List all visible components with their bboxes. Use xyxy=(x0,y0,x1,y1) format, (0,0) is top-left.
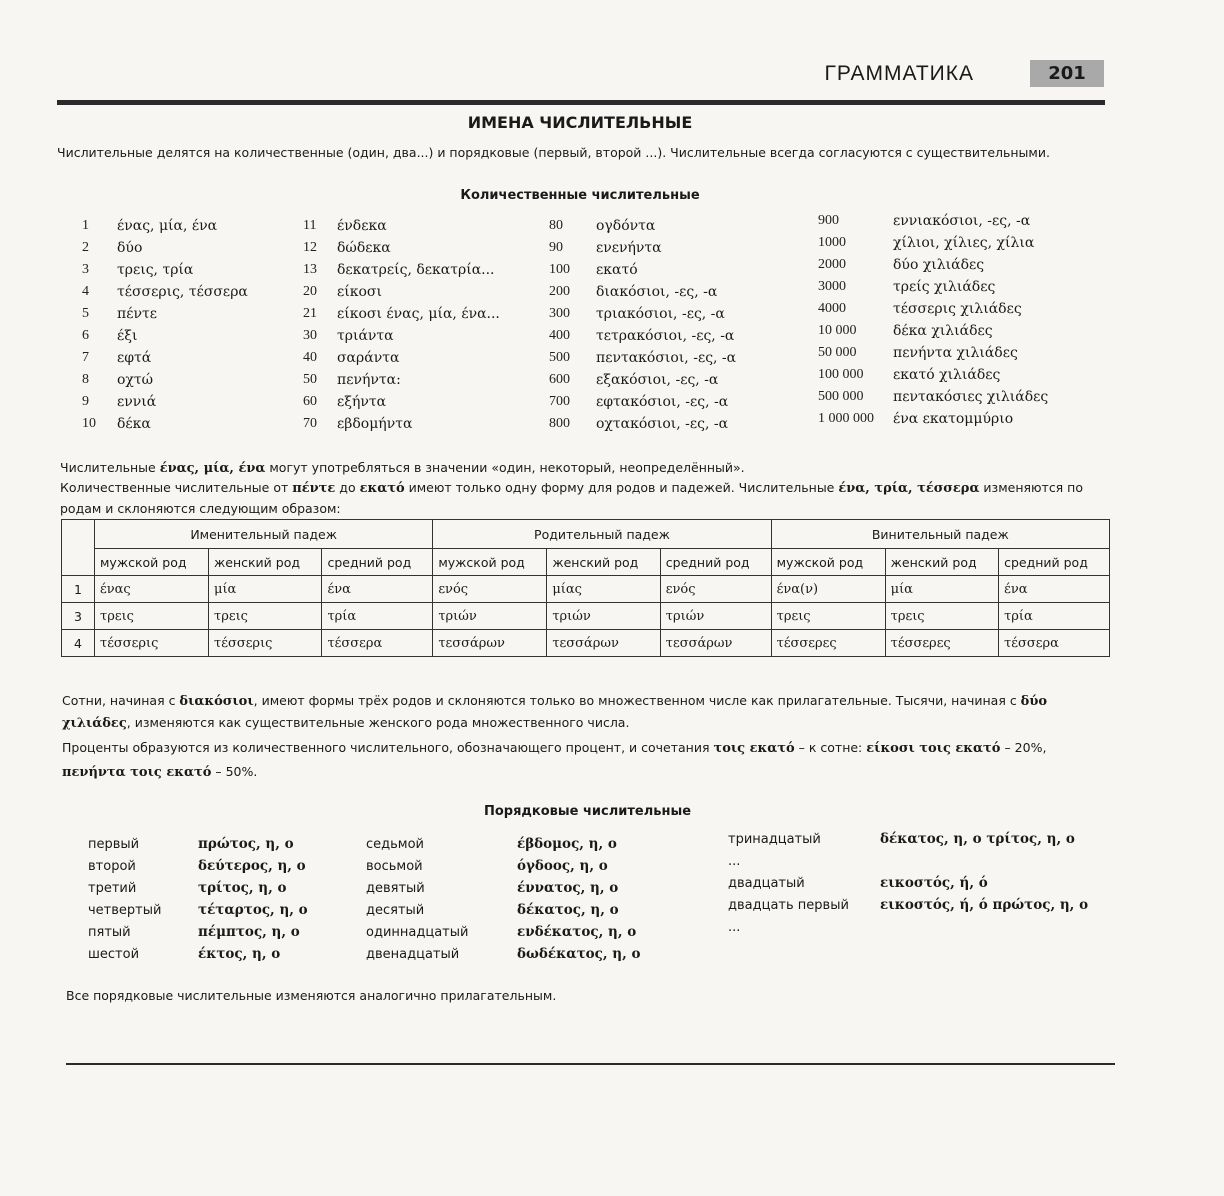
cardinal-row xyxy=(303,215,500,237)
ordinal-russian: девятый xyxy=(366,880,425,896)
cardinal-column-3 xyxy=(549,215,736,435)
cardinal-word: είκοσι ένας, μία, ένα... xyxy=(337,306,500,322)
cardinal-word: πενήντα χιλιάδες xyxy=(893,345,1018,361)
cardinal-number: 70 xyxy=(303,416,317,431)
cardinal-number: 100 xyxy=(549,262,570,277)
cardinal-number: 300 xyxy=(549,306,570,321)
table-cell: ένα xyxy=(322,576,433,603)
cardinal-number: 2000 xyxy=(818,257,846,272)
text-run: – 20%, xyxy=(1000,740,1047,755)
cardinal-row xyxy=(818,320,1048,342)
cardinal-number: 12 xyxy=(303,240,317,255)
ordinal-column-3 xyxy=(728,828,1088,938)
table-cell: ένα(ν) xyxy=(771,576,885,603)
ordinal-row xyxy=(366,877,641,899)
cardinal-word: εκατό χιλιάδες xyxy=(893,367,1001,383)
cardinal-number: 5 xyxy=(82,306,89,321)
cardinal-word: σαράντα xyxy=(337,350,400,366)
ordinal-row xyxy=(88,877,308,899)
cardinal-word: δέκα χιλιάδες xyxy=(893,323,993,339)
paragraph-percent xyxy=(62,736,1107,784)
table-header-row xyxy=(62,520,1110,549)
table-row xyxy=(62,576,1110,603)
cardinal-word: τριακόσιοι, -ες, -α xyxy=(596,306,725,322)
cardinal-row xyxy=(303,325,500,347)
table-cell: ένας xyxy=(95,576,209,603)
cardinal-row xyxy=(82,303,248,325)
cardinal-row xyxy=(549,325,736,347)
cardinal-word: είκοσι xyxy=(337,284,382,300)
case-header: Родительный падеж xyxy=(433,520,771,549)
cardinal-row xyxy=(82,237,248,259)
cardinal-word: χίλιοι, χίλιες, χίλια xyxy=(893,235,1035,251)
ordinal-russian: одиннадцатый xyxy=(366,924,469,940)
table-corner xyxy=(62,520,95,576)
cardinal-row xyxy=(549,237,736,259)
cardinal-number: 13 xyxy=(303,262,317,277)
table-cell: τέσσερα xyxy=(999,630,1110,657)
ordinal-russian: десятый xyxy=(366,902,425,918)
cardinal-number: 10 000 xyxy=(818,323,857,338)
ordinal-russian: пятый xyxy=(88,924,131,940)
cardinal-number: 800 xyxy=(549,416,570,431)
ordinal-greek: εικοστός, ή, ό xyxy=(880,875,988,891)
cardinal-row xyxy=(818,364,1048,386)
cardinal-number: 11 xyxy=(303,218,317,233)
cardinal-column-1 xyxy=(82,215,248,435)
page-title: ИМЕНА ЧИСЛИТЕЛЬНЫЕ xyxy=(467,113,693,132)
ordinal-row xyxy=(728,916,1088,938)
cardinal-number: 60 xyxy=(303,394,317,409)
cardinal-word: εξήντα xyxy=(337,394,387,410)
table-row xyxy=(62,603,1110,630)
gender-header: женский род xyxy=(885,549,998,576)
cardinal-word: τρείς χιλιάδες xyxy=(893,279,996,295)
row-index: 1 xyxy=(62,576,95,603)
cardinal-number: 600 xyxy=(549,372,570,387)
greek-term: πέντε xyxy=(292,481,336,496)
cardinal-number: 500 xyxy=(549,350,570,365)
cardinal-word: τρεις, τρία xyxy=(117,262,194,278)
cardinal-word: δεκατρείς, δεκατρία... xyxy=(337,262,495,278)
cardinal-word: ενενήντα xyxy=(596,240,662,256)
footer-note: Все порядковые числительные изменяются аналогично прилагательным. xyxy=(66,988,557,1003)
cardinal-row xyxy=(818,254,1048,276)
ordinal-row xyxy=(88,921,308,943)
ordinal-row xyxy=(366,833,641,855)
cardinal-number: 1 xyxy=(82,218,89,233)
cardinal-row xyxy=(818,232,1048,254)
cardinal-number: 100 000 xyxy=(818,367,864,382)
gender-header: средний род xyxy=(660,549,771,576)
table-cell: τέσσερις xyxy=(95,630,209,657)
cardinal-word: δύο χιλιάδες xyxy=(893,257,985,273)
cardinal-word: δύο xyxy=(117,240,143,256)
table-cell: τέσσερα xyxy=(322,630,433,657)
text-run: Количественные числительные от xyxy=(60,480,293,495)
case-header: Винительный падеж xyxy=(771,520,1109,549)
ordinal-greek: εικοστός, ή, ό πρώτος, η, ο xyxy=(880,897,1089,913)
cardinal-row xyxy=(82,281,248,303)
table-cell: τριών xyxy=(547,603,660,630)
gender-header: мужской род xyxy=(433,549,547,576)
ordinal-row xyxy=(366,921,641,943)
cardinal-word: πενήντα: xyxy=(337,372,401,388)
cardinal-row xyxy=(303,391,500,413)
greek-term: ένα, τρία, τέσσερα xyxy=(838,481,980,496)
cardinal-column-2 xyxy=(303,215,500,435)
intro-paragraph: Числительные делятся на количественные (один, два...) и порядковые (первый, второй ...). Числительные всегда согласуются с существительными. xyxy=(57,145,1050,160)
ordinal-column-1 xyxy=(88,833,308,965)
ordinal-russian: седьмой xyxy=(366,836,425,852)
cardinal-row xyxy=(549,303,736,325)
cardinal-number: 50 xyxy=(303,372,317,387)
ordinal-greek: έννατος, η, ο xyxy=(517,880,619,896)
cardinal-number: 10 xyxy=(82,416,96,431)
gender-header: мужской род xyxy=(771,549,885,576)
text-run: – 50%. xyxy=(211,764,258,779)
table-cell: τέσσερες xyxy=(885,630,998,657)
paragraph-hundreds xyxy=(62,690,1107,734)
cardinal-row xyxy=(549,215,736,237)
cardinal-number: 6 xyxy=(82,328,89,343)
declension-table xyxy=(61,519,1110,657)
gender-header: средний род xyxy=(322,549,433,576)
ordinal-russian: четвертый xyxy=(88,902,162,918)
cardinal-word: πέντε xyxy=(117,306,157,322)
greek-term: ένας, μία, ένα xyxy=(159,461,266,476)
cardinal-word: τριάντα xyxy=(337,328,394,344)
page-header xyxy=(0,0,1224,110)
ordinal-greek: δέκατος, η, ο τρίτος, η, ο xyxy=(880,831,1075,847)
cardinal-word: εβδομήντα xyxy=(337,416,413,432)
running-title: ГРАММАТИКА xyxy=(824,62,974,85)
cardinal-word: δέκα xyxy=(117,416,151,432)
ordinal-greek: ενδέκατος, η, ο xyxy=(517,924,637,940)
cardinal-row xyxy=(303,413,500,435)
cardinal-row xyxy=(82,347,248,369)
cardinal-number: 21 xyxy=(303,306,317,321)
ordinal-row xyxy=(88,899,308,921)
ordinal-column-2 xyxy=(366,833,641,965)
cardinal-number: 9 xyxy=(82,394,89,409)
ordinal-ellipsis: ... xyxy=(728,853,741,869)
text-run: Числительные xyxy=(60,460,160,475)
text-run: имеют только одну форму для родов и падежей. Числительные xyxy=(404,480,839,495)
ordinal-greek: έβδομος, η, ο xyxy=(517,836,617,852)
ordinal-row xyxy=(728,828,1088,850)
cardinal-word: ένα εκατομμύριο xyxy=(893,411,1014,427)
cardinal-number: 80 xyxy=(549,218,563,233)
table-cell: μίας xyxy=(547,576,660,603)
table-cell: τεσσάρων xyxy=(547,630,660,657)
cardinal-word: διακόσιοι, -ες, -α xyxy=(596,284,718,300)
cardinal-number: 3 xyxy=(82,262,89,277)
table-cell: ενός xyxy=(433,576,547,603)
text-run: , изменяются как существительные женского рода множественного числа. xyxy=(126,715,630,730)
ordinal-row xyxy=(88,833,308,855)
ordinal-row xyxy=(366,943,641,965)
cardinal-row xyxy=(549,369,736,391)
cardinal-row xyxy=(82,391,248,413)
cardinal-number: 7 xyxy=(82,350,89,365)
cardinal-row xyxy=(818,386,1048,408)
gender-header: женский род xyxy=(209,549,322,576)
ordinal-row xyxy=(366,855,641,877)
cardinal-word: τετρακόσιοι, -ες, -α xyxy=(596,328,735,344)
cardinal-word: δώδεκα xyxy=(337,240,391,256)
greek-term: πενήντα τοις εκατό xyxy=(62,765,212,780)
cardinal-row xyxy=(549,413,736,435)
table-cell: τρία xyxy=(999,603,1110,630)
ordinal-russian: восьмой xyxy=(366,858,423,874)
ordinal-greek: τρίτος, η, ο xyxy=(198,880,287,896)
cardinal-number: 50 000 xyxy=(818,345,857,360)
cardinal-row xyxy=(818,298,1048,320)
table-cell: τρεις xyxy=(209,603,322,630)
cardinal-number: 700 xyxy=(549,394,570,409)
cardinal-row xyxy=(303,303,500,325)
gender-header: мужской род xyxy=(95,549,209,576)
cardinal-row xyxy=(549,347,736,369)
cardinal-number: 40 xyxy=(303,350,317,365)
text-run: Сотни, начиная с xyxy=(62,693,180,708)
cardinal-row xyxy=(818,408,1048,430)
cardinal-word: ένας, μία, ένα xyxy=(117,218,218,234)
ordinal-greek: όγδοος, η, ο xyxy=(517,858,608,874)
ordinal-greek: δεύτερος, η, ο xyxy=(198,858,306,874)
cardinal-word: εννιά xyxy=(117,394,157,410)
text-run: могут употребляться в значении «один, некоторый, неопределённый». xyxy=(265,460,745,475)
ordinal-russian: третий xyxy=(88,880,137,896)
cardinal-word: έξι xyxy=(117,328,138,344)
table-row xyxy=(62,630,1110,657)
cardinal-row xyxy=(303,281,500,303)
cardinal-row xyxy=(82,259,248,281)
ordinal-greek: πέμπτος, η, ο xyxy=(198,924,300,940)
table-cell: τρεις xyxy=(885,603,998,630)
ordinal-row xyxy=(366,899,641,921)
ordinal-russian: двадцатый xyxy=(728,875,805,891)
cardinal-row xyxy=(818,276,1048,298)
greek-term: δύο χιλιάδες xyxy=(62,694,1048,731)
cardinal-word: πεντακόσιες χιλιάδες xyxy=(893,389,1049,405)
cardinal-row xyxy=(82,215,248,237)
cardinal-number: 20 xyxy=(303,284,317,299)
cardinal-number: 1000 xyxy=(818,235,846,250)
cardinal-word: εφτακόσιοι, -ες, -α xyxy=(596,394,729,410)
greek-term: εκατό xyxy=(359,481,405,496)
table-cell: ενός xyxy=(660,576,771,603)
ordinal-greek: έκτος, η, ο xyxy=(198,946,281,962)
cardinal-word: εννιακόσιοι, -ες, -α xyxy=(893,213,1031,229)
cardinal-row xyxy=(549,281,736,303)
table-subheader-row xyxy=(62,549,1110,576)
gender-header: женский род xyxy=(547,549,660,576)
cardinal-word: εφτά xyxy=(117,350,152,366)
cardinal-number: 200 xyxy=(549,284,570,299)
ordinal-russian: второй xyxy=(88,858,136,874)
cardinal-number: 90 xyxy=(549,240,563,255)
ordinal-greek: τέταρτος, η, ο xyxy=(198,902,308,918)
ordinal-greek: δέκατος, η, ο xyxy=(517,902,619,918)
cardinal-word: εξακόσιοι, -ες, -α xyxy=(596,372,719,388)
cardinal-number: 2 xyxy=(82,240,89,255)
gender-header: средний род xyxy=(999,549,1110,576)
cardinal-row xyxy=(303,259,500,281)
text-run: изменяются по родам и склоняются следующим образом: xyxy=(60,480,1083,516)
header-rule xyxy=(57,100,1105,105)
table-cell: τρεις xyxy=(771,603,885,630)
text-run: до xyxy=(335,480,360,495)
table-cell: μία xyxy=(885,576,998,603)
cardinal-word: τέσσερις χιλιάδες xyxy=(893,301,1022,317)
cardinal-number: 4000 xyxy=(818,301,846,316)
text-run: , имеют формы трёх родов и склоняются только во множественном числе как прилагательные. Тысячи, начиная с xyxy=(253,693,1021,708)
ordinal-russian: шестой xyxy=(88,946,140,962)
table-cell: τέσσερες xyxy=(771,630,885,657)
footer-rule xyxy=(66,1063,1115,1065)
ordinal-heading: Порядковые числительные xyxy=(483,804,692,819)
table-cell: τρεις xyxy=(95,603,209,630)
text-run: – к сотне: xyxy=(794,740,867,755)
case-header: Именительный падеж xyxy=(95,520,433,549)
cardinal-row xyxy=(82,369,248,391)
cardinal-word: εκατό xyxy=(596,262,638,278)
ordinal-greek: πρώτος, η, ο xyxy=(198,836,294,852)
cardinal-number: 30 xyxy=(303,328,317,343)
cardinal-number: 4 xyxy=(82,284,89,299)
ordinal-row xyxy=(728,894,1088,916)
cardinal-row xyxy=(818,210,1048,232)
ordinal-row xyxy=(728,872,1088,894)
ordinal-russian: двадцать первый xyxy=(728,897,849,913)
cardinal-number: 900 xyxy=(818,213,839,228)
cardinal-heading: Количественные числительные xyxy=(460,188,700,203)
cardinal-number: 400 xyxy=(549,328,570,343)
ordinal-greek: δωδέκατος, η, ο xyxy=(517,946,641,962)
ordinal-row xyxy=(88,855,308,877)
row-index: 3 xyxy=(62,603,95,630)
cardinal-number: 8 xyxy=(82,372,89,387)
cardinal-word: οχτώ xyxy=(117,372,154,388)
cardinal-row xyxy=(303,369,500,391)
table-cell: ένα xyxy=(999,576,1110,603)
table-cell: τριών xyxy=(660,603,771,630)
cardinal-row xyxy=(303,237,500,259)
cardinal-word: ένδεκα xyxy=(337,218,387,234)
cardinal-row xyxy=(818,342,1048,364)
cardinal-row xyxy=(82,413,248,435)
text-run: Проценты образуются из количественного числительного, обозначающего процент, и сочетания xyxy=(62,740,714,755)
paragraph-forms xyxy=(60,478,1110,519)
cardinal-row xyxy=(549,391,736,413)
greek-term: διακόσιοι xyxy=(179,694,254,709)
ordinal-ellipsis: ... xyxy=(728,919,741,935)
greek-term: είκοσι τοις εκατό xyxy=(866,741,1001,756)
cardinal-word: τέσσερις, τέσσερα xyxy=(117,284,248,300)
ordinal-russian: первый xyxy=(88,836,140,852)
table-cell: τριών xyxy=(433,603,547,630)
page-number: 201 xyxy=(1030,60,1104,87)
cardinal-row xyxy=(303,347,500,369)
greek-term: τοις εκατό xyxy=(713,741,795,756)
ordinal-russian: двенадцатый xyxy=(366,946,460,962)
cardinal-row xyxy=(549,259,736,281)
cardinal-word: πεντακόσιοι, -ες, -α xyxy=(596,350,737,366)
row-index: 4 xyxy=(62,630,95,657)
cardinal-row xyxy=(82,325,248,347)
ordinal-row xyxy=(88,943,308,965)
cardinal-word: ογδόντα xyxy=(596,218,656,234)
cardinal-number: 3000 xyxy=(818,279,846,294)
table-cell: τρία xyxy=(322,603,433,630)
ordinal-russian: тринадцатый xyxy=(728,831,821,847)
table-cell: τεσσάρων xyxy=(433,630,547,657)
table-cell: τεσσάρων xyxy=(660,630,771,657)
table-cell: τέσσερις xyxy=(209,630,322,657)
cardinal-word: οχτακόσιοι, -ες, -α xyxy=(596,416,729,432)
cardinal-number: 500 000 xyxy=(818,389,864,404)
ordinal-row xyxy=(728,850,1088,872)
table-cell: μία xyxy=(209,576,322,603)
paragraph-indefinite xyxy=(60,458,1110,479)
cardinal-number: 1 000 000 xyxy=(818,411,874,426)
cardinal-column-4 xyxy=(818,210,1048,430)
